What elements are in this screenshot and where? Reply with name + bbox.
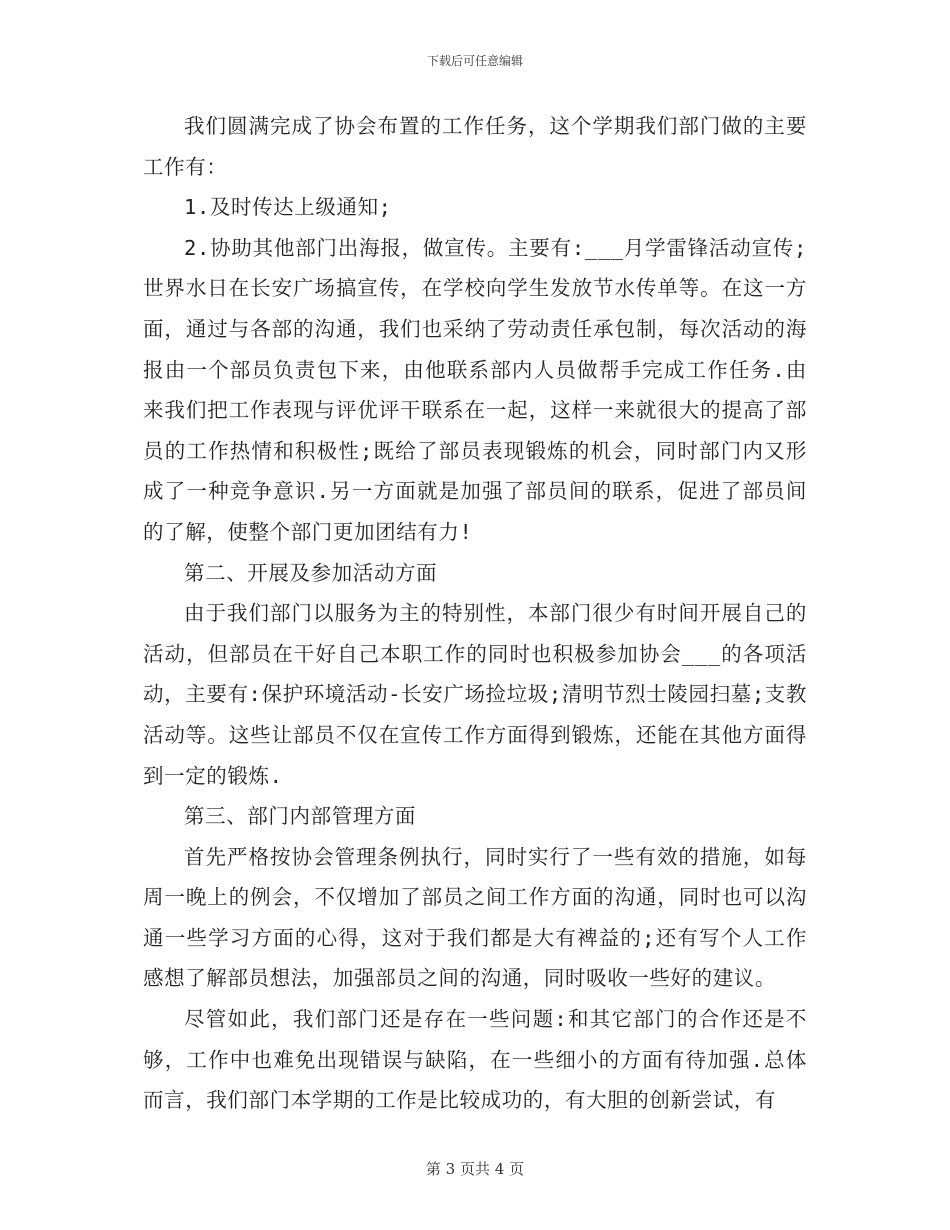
paragraph: 1.及时传达上级通知; bbox=[184, 195, 392, 220]
paragraph: 2.协助其他部门出海报，做宣传。主要有:___月学雷锋活动宣传;世界水日在长安广场搞宣传，在学校向学生发放节水传单等。在这一方面，通过与各部的沟通，我们也采纳了劳动责任承包制，每次活动的海报由一个部员负责包下来，由他联系部内人员做帮手完成工作任务.由来我们把工作表现与评优评干联系在一起，这样一来就很大的提高了部员的工作热情和积极性;既给了部员表现锻炼的机会，同时部门内又形成了一种竞争意识.另一方面就是加强了部员间的联系，促进了部员间的了解，使整个部门更加团结有力! bbox=[143, 235, 807, 544]
paragraph: 由于我们部门以服务为主的特别性，本部门很少有时间开展自己的活动，但部员在干好自己本职工作的同时也积极参加协会___的各项活动，主要有:保护环境活动-长安广场捡垃圾;清明节烈士陵园扫墓;支教活动等。这些让部员不仅在宣传工作方面得到锻炼，还能在其他方面得到一定的锻炼. bbox=[143, 601, 807, 788]
section-heading: 第二、开展及参加活动方面 bbox=[184, 560, 438, 585]
paragraph: 尽管如此，我们部门还是存在一些问题:和其它部门的合作还是不够，工作中也难免出现错误与缺陷，在一些细小的方面有待加强.总体而言，我们部门本学期的工作是比较成功的，有大胆的创新尝试，有 bbox=[143, 1007, 807, 1113]
paragraph: 首先严格按协会管理条例执行，同时实行了一些有效的措施，如每周一晚上的例会，不仅增加了部员之间工作方面的沟通，同时也可以沟通一些学习方面的心得，这对于我们都是大有裨益的;还有写个人工作感想了解部员想法，加强部员之间的沟通，同时吸收一些好的建议。 bbox=[143, 844, 807, 991]
page-number: 第 3 页共 4 页 bbox=[425, 1160, 525, 1178]
section-heading: 第三、部门内部管理方面 bbox=[184, 804, 417, 829]
page-header-note: 下载后可任意编辑 bbox=[426, 54, 523, 68]
document-body bbox=[143, 106, 807, 1121]
paragraph: 我们圆满完成了协会布置的工作任务，这个学期我们部门做的主要工作有： bbox=[143, 114, 807, 179]
